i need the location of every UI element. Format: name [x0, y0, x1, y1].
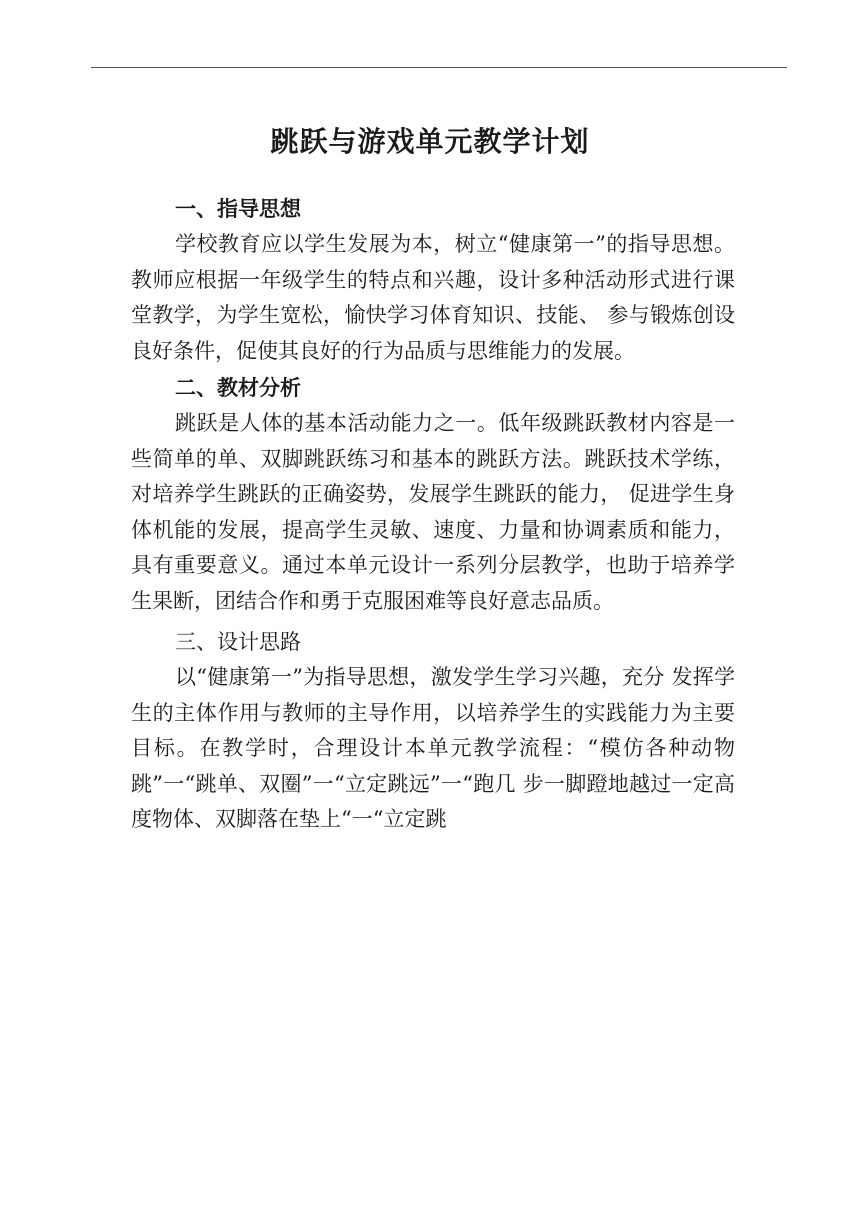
document-title: 跳跃与游戏单元教学计划: [270, 125, 590, 158]
section-paragraph-material-analysis: 跳跃是人体的基本活动能力之一。低年级跳跃教材内容是一些简单的单、双脚跳跃练习和基本的跳跃方法。跳跃技术学练，对培养学生跳跃的正确姿势，发展学生跳跃的能力， 促进学生身体机能的发展，提高学生灵敏、速度、力量和协调素质和能力，具有重要意义。通过本单元设计一系列分层教学，也助于培养学生果断，团结合作和勇于克服困难等良好意志品质。: [131, 411, 735, 613]
document-body: [131, 192, 735, 838]
header-rule: [91, 67, 787, 68]
section-heading-guiding-ideology: 一、指导思想: [175, 197, 301, 221]
section-heading-design-approach: 三、设计思路: [175, 630, 301, 654]
section-paragraph-design-approach: 以“健康第一”为指导思想，激发学生学习兴趣，充分 发挥学生的主体作用与教师的主导作用，以培养学生的实践能力为主要目标。在教学时，合理设计本单元教学流程：“模仿各种动物跳”一“跳单、双圈”一“立定跳远”一“跑几 步一脚蹬地越过一定高度物体、双脚落在垫上“一“立定跳: [131, 665, 735, 831]
section-paragraph-guiding-ideology: 学校教育应以学生发展为本，树立“健康第一”的指导思想。教师应根据一年级学生的特点和兴趣，设计多种活动形式进行课堂教学，为学生宽松，愉快学习体育知识、技能、 参与锻炼创设良好条件，促使其良好的行为品质与思维能力的发展。: [131, 232, 735, 363]
section-heading-material-analysis: 二、教材分析: [175, 376, 301, 400]
